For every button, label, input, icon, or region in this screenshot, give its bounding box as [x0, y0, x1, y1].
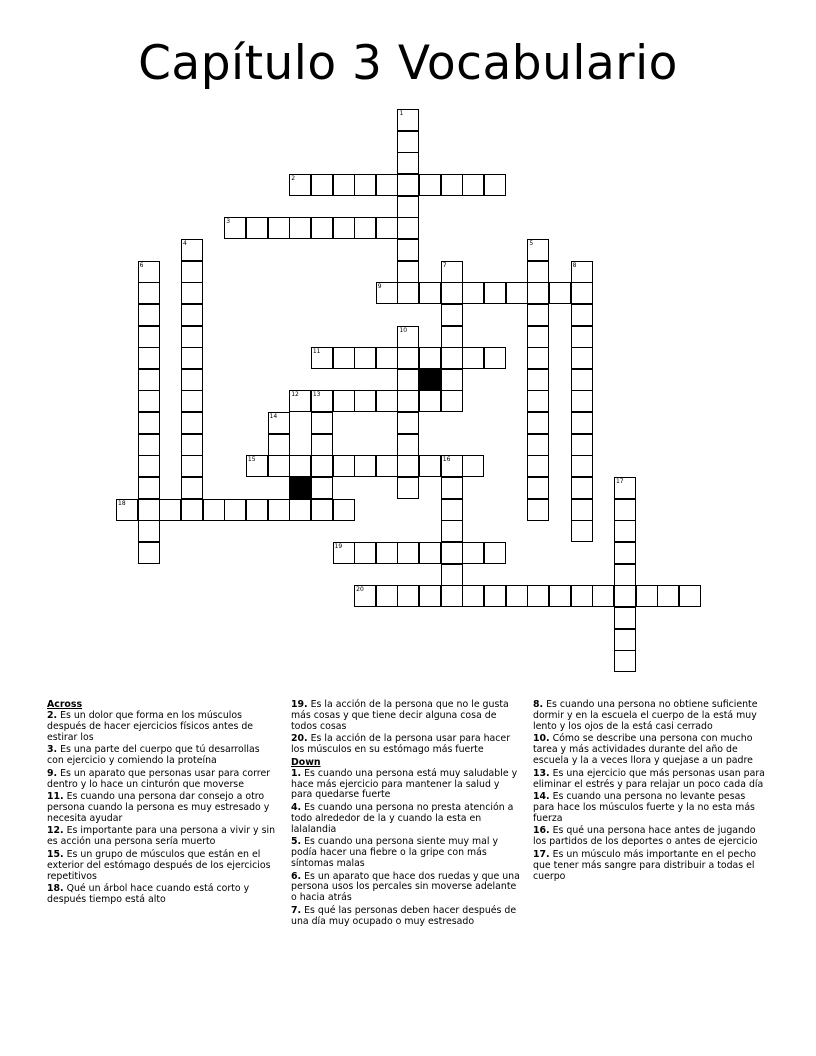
- grid-cell[interactable]: [138, 304, 160, 326]
- grid-cell[interactable]: [397, 412, 419, 434]
- grid-cell[interactable]: [138, 520, 160, 542]
- grid-cell[interactable]: [571, 585, 593, 607]
- grid-cell[interactable]: [397, 239, 419, 261]
- clue-item-number: 13.: [533, 767, 550, 779]
- grid-cell[interactable]: [441, 261, 463, 283]
- grid-cell[interactable]: [527, 477, 549, 499]
- grid-cell[interactable]: [333, 174, 355, 196]
- clue-number: 7: [442, 261, 447, 269]
- grid-cell[interactable]: [527, 347, 549, 369]
- grid-cell[interactable]: [289, 499, 311, 521]
- grid-cell[interactable]: [397, 477, 419, 499]
- grid-cell[interactable]: [571, 455, 593, 477]
- clue-item-text: Es importante para una persona a vivir y sin es acción una persona sería muerto: [47, 825, 276, 848]
- grid-cell[interactable]: [419, 390, 441, 412]
- clue-item: [291, 734, 523, 756]
- grid-cell[interactable]: [484, 174, 506, 196]
- clue-item-number: 20.: [291, 733, 308, 745]
- grid-cell[interactable]: [527, 304, 549, 326]
- clue-number: 18: [118, 499, 126, 507]
- clue-item: [533, 792, 765, 825]
- clue-number: 16: [442, 456, 451, 464]
- clue-item-number: 11.: [47, 791, 64, 803]
- grid-cell[interactable]: [354, 347, 376, 369]
- clue-item: [533, 734, 765, 767]
- clue-item-number: 14.: [533, 791, 550, 803]
- grid-cell[interactable]: [268, 455, 290, 477]
- grid-cell[interactable]: [441, 304, 463, 326]
- grid-cell[interactable]: [311, 347, 333, 369]
- clue-item-text: Qué un árbol hace cuando está corto y después tiempo está alto: [47, 883, 250, 905]
- grid-cell[interactable]: [462, 174, 484, 196]
- clue-item-text: Es un aparato que hace dos ruedas y que una persona usos los percales sin moverse adelante o hacia atrás: [291, 870, 520, 904]
- grid-cell[interactable]: [376, 217, 398, 239]
- grid-cell[interactable]: [181, 477, 203, 499]
- clue-number: 5: [529, 239, 534, 247]
- grid-cell[interactable]: [333, 390, 355, 412]
- grid-cell[interactable]: [203, 499, 225, 521]
- clue-number: 1: [399, 110, 404, 117]
- grid-cell[interactable]: [181, 304, 203, 326]
- grid-cell[interactable]: [679, 585, 701, 607]
- grid-cell[interactable]: [376, 174, 398, 196]
- grid-cell[interactable]: [397, 109, 419, 131]
- grid-cell[interactable]: [571, 282, 593, 304]
- clue-item: [47, 850, 279, 883]
- grid-cell[interactable]: [397, 261, 419, 283]
- grid-cell[interactable]: [419, 282, 441, 304]
- page-title: Capítulo 3 Vocabulario: [138, 36, 678, 91]
- grid-cell[interactable]: [614, 499, 636, 521]
- grid-cell[interactable]: [311, 412, 333, 434]
- clue-item: [47, 711, 279, 744]
- clue-item-number: 17.: [533, 848, 550, 860]
- clue-item-text: Es una ejercicio que más personas usan para eliminar el estrés y para relajar un poco cada día: [533, 767, 765, 790]
- grid-cell[interactable]: [376, 455, 398, 477]
- grid-cell[interactable]: [333, 455, 355, 477]
- grid-cell[interactable]: [138, 499, 160, 521]
- clue-item-text: Es cuando una persona no obtiene suficiente dormir y en la escuela el cuerpo de la está muy lento y los ojos de la está casi cerrado: [533, 699, 758, 732]
- grid-cell[interactable]: [527, 390, 549, 412]
- grid-cell[interactable]: [462, 455, 484, 477]
- grid-cell[interactable]: [527, 455, 549, 477]
- grid-cell[interactable]: [181, 455, 203, 477]
- grid-cell[interactable]: [614, 629, 636, 651]
- grid-cell[interactable]: [311, 434, 333, 456]
- clue-column-1: [47, 700, 279, 907]
- grid-cell[interactable]: [138, 434, 160, 456]
- clue-heading: Across: [47, 699, 83, 710]
- clue-number: 8: [572, 261, 577, 269]
- grid-cell[interactable]: [571, 477, 593, 499]
- grid-cell[interactable]: [527, 326, 549, 348]
- clue-item-number: 8.: [533, 699, 544, 710]
- clue-item: [47, 769, 279, 791]
- grid-cell[interactable]: [268, 217, 290, 239]
- clue-item-number: 18.: [47, 883, 64, 895]
- clue-number: 9: [377, 283, 382, 291]
- grid-cell[interactable]: [289, 217, 311, 239]
- grid-cell[interactable]: [527, 434, 549, 456]
- grid-cell[interactable]: [116, 499, 138, 521]
- grid-cell[interactable]: [397, 542, 419, 564]
- grid-cell[interactable]: [571, 520, 593, 542]
- grid-cell[interactable]: [441, 282, 463, 304]
- grid-cell[interactable]: [441, 390, 463, 412]
- grid-cell[interactable]: [441, 326, 463, 348]
- grid-cell[interactable]: [397, 326, 419, 348]
- clue-item-number: 4.: [291, 801, 302, 813]
- grid-cell[interactable]: [636, 585, 658, 607]
- grid-cell[interactable]: [419, 174, 441, 196]
- clue-item-text: Es la acción de la persona que no le gusta más cosas y que tiene decir alguna cosa de todos cosas: [291, 699, 509, 732]
- grid-cell[interactable]: [397, 152, 419, 174]
- grid-cell[interactable]: [181, 347, 203, 369]
- grid-cell[interactable]: [138, 282, 160, 304]
- grid-cell[interactable]: [419, 542, 441, 564]
- grid-cell[interactable]: [268, 434, 290, 456]
- grid-cell[interactable]: [354, 217, 376, 239]
- clue-item: [533, 826, 765, 848]
- grid-cell[interactable]: [419, 585, 441, 607]
- grid-cell[interactable]: [397, 390, 419, 412]
- grid-cell[interactable]: [484, 282, 506, 304]
- grid-cell[interactable]: [397, 196, 419, 218]
- clue-item-text: Es cuando una persona está muy saludable y hace más ejercicio para mantener la salud y para quedarse fuerte: [291, 767, 518, 801]
- grid-cell[interactable]: [138, 326, 160, 348]
- grid-cell[interactable]: [614, 520, 636, 542]
- grid-cell[interactable]: [311, 217, 333, 239]
- grid-cell[interactable]: [571, 326, 593, 348]
- grid-cell[interactable]: [441, 347, 463, 369]
- grid-cell[interactable]: [376, 390, 398, 412]
- grid-cell[interactable]: [484, 347, 506, 369]
- clue-item-number: 16.: [533, 825, 550, 837]
- grid-cell[interactable]: [527, 499, 549, 521]
- clue-item-number: 6.: [291, 870, 302, 882]
- grid-cell[interactable]: [354, 455, 376, 477]
- grid-cell[interactable]: [441, 369, 463, 391]
- grid-cell[interactable]: [441, 477, 463, 499]
- clue-item-text: Es qué las personas deben hacer después de una día muy ocupado o muy estresado: [291, 904, 517, 927]
- clue-number: 15: [247, 456, 256, 464]
- clue-number: 3: [226, 218, 231, 226]
- clue-item-number: 10.: [533, 733, 550, 745]
- grid-cell[interactable]: [289, 455, 311, 477]
- grid-cell[interactable]: [657, 585, 679, 607]
- clue-item-number: 19.: [291, 699, 308, 710]
- clue-column-2: [291, 700, 523, 929]
- clue-number: 17: [615, 478, 624, 486]
- grid-cell[interactable]: [397, 455, 419, 477]
- grid-cell[interactable]: [246, 499, 268, 521]
- grid-cell[interactable]: [614, 585, 636, 607]
- grid-cell[interactable]: [376, 282, 398, 304]
- grid-cell[interactable]: [614, 650, 636, 672]
- clue-number: 12: [291, 391, 299, 399]
- clue-item: [47, 792, 279, 825]
- grid-cell[interactable]: [333, 542, 355, 564]
- grid-cell[interactable]: [138, 412, 160, 434]
- clue-number: 2: [291, 174, 296, 182]
- clue-item: [291, 872, 523, 905]
- grid-cell[interactable]: [333, 499, 355, 521]
- grid-cell[interactable]: [397, 282, 419, 304]
- grid-cell[interactable]: [441, 520, 463, 542]
- grid-cell[interactable]: [614, 542, 636, 564]
- clue-item-number: 2.: [47, 709, 58, 721]
- grid-cell[interactable]: [311, 174, 333, 196]
- grid-cell[interactable]: [614, 607, 636, 629]
- grid-cell[interactable]: [571, 499, 593, 521]
- clue-item: [533, 769, 765, 791]
- grid-cell[interactable]: [571, 369, 593, 391]
- grid-cell[interactable]: [354, 585, 376, 607]
- clue-item: [291, 803, 523, 836]
- grid-cell[interactable]: [527, 239, 549, 261]
- grid-cell[interactable]: [549, 585, 571, 607]
- grid-cell[interactable]: [138, 347, 160, 369]
- clue-item-text: Es un músculo más importante en el pecho que tener más sangre para distribuir a todas el cuerpo: [533, 848, 757, 882]
- blocked-cell: [289, 477, 311, 499]
- clue-item-text: Cómo se describe una persona con mucho tarea y más actividades durante del año de escuela y la a veces llora y quejase a un padre: [533, 733, 753, 767]
- clue-heading: Down: [291, 756, 321, 768]
- clue-item-number: 12.: [47, 825, 64, 837]
- grid-cell[interactable]: [376, 585, 398, 607]
- clue-item: [291, 906, 523, 928]
- grid-cell[interactable]: [441, 174, 463, 196]
- grid-cell[interactable]: [181, 390, 203, 412]
- grid-cell[interactable]: [138, 261, 160, 283]
- grid-cell[interactable]: [246, 455, 268, 477]
- grid-cell[interactable]: [311, 477, 333, 499]
- grid-cell[interactable]: [397, 434, 419, 456]
- grid-cell[interactable]: [571, 390, 593, 412]
- clue-number: 4: [182, 239, 187, 247]
- grid-cell[interactable]: [506, 282, 528, 304]
- grid-cell[interactable]: [181, 282, 203, 304]
- grid-cell[interactable]: [138, 369, 160, 391]
- clue-item: [291, 837, 523, 870]
- grid-cell[interactable]: [419, 347, 441, 369]
- clue-item-number: 7.: [291, 904, 302, 916]
- grid-cell[interactable]: [397, 369, 419, 391]
- clue-item-text: Es qué una persona hace antes de jugando los partidos de los deportes o antes de ejercicio: [533, 825, 758, 848]
- clue-item-text: Es una parte del cuerpo que tú desarrollas con ejercicio y comiendo la proteína: [47, 744, 260, 767]
- grid-cell[interactable]: [527, 412, 549, 434]
- grid-cell[interactable]: [397, 585, 419, 607]
- clue-item-text: Es un dolor que forma en los músculos después de hacer ejercicios físicos antes de estirar los: [47, 709, 254, 743]
- grid-cell[interactable]: [614, 564, 636, 586]
- grid-cell[interactable]: [246, 217, 268, 239]
- grid-cell[interactable]: [224, 499, 246, 521]
- clue-item-number: 15.: [47, 848, 64, 860]
- grid-cell[interactable]: [441, 542, 463, 564]
- grid-cell[interactable]: [333, 217, 355, 239]
- grid-cell[interactable]: [441, 564, 463, 586]
- grid-cell[interactable]: [527, 261, 549, 283]
- grid-cell[interactable]: [592, 585, 614, 607]
- grid-cell[interactable]: [311, 390, 333, 412]
- grid-cell[interactable]: [138, 390, 160, 412]
- clue-item: [47, 826, 279, 848]
- grid-cell[interactable]: [268, 412, 290, 434]
- clue-item: [533, 700, 765, 733]
- grid-cell[interactable]: [571, 347, 593, 369]
- blocked-cell: [419, 369, 441, 391]
- grid-cell[interactable]: [397, 174, 419, 196]
- grid-cell[interactable]: [441, 455, 463, 477]
- grid-cell[interactable]: [441, 499, 463, 521]
- grid-cell[interactable]: [527, 282, 549, 304]
- grid-cell[interactable]: [181, 261, 203, 283]
- clue-item-text: Es un grupo de músculos que están en el exterior del estómago después de los ejercicios repetitivos: [47, 848, 271, 882]
- grid-cell[interactable]: [614, 477, 636, 499]
- grid-cell[interactable]: [571, 434, 593, 456]
- grid-cell[interactable]: [138, 477, 160, 499]
- grid-cell[interactable]: [419, 455, 441, 477]
- clue-item-text: Es cuando una persona no levante pesas para hace los músculos fuerte y la no esta más fuerza: [533, 791, 755, 824]
- grid-cell[interactable]: [333, 347, 355, 369]
- grid-cell[interactable]: [549, 282, 571, 304]
- grid-cell[interactable]: [376, 542, 398, 564]
- grid-cell[interactable]: [527, 369, 549, 391]
- grid-cell[interactable]: [354, 390, 376, 412]
- grid-cell[interactable]: [181, 499, 203, 521]
- grid-cell[interactable]: [397, 217, 419, 239]
- clue-item-number: 3.: [47, 744, 58, 756]
- clue-item-text: Es un aparato que personas usar para correr dentro y lo hace un cinturón que moverse: [47, 767, 271, 790]
- grid-cell[interactable]: [397, 131, 419, 153]
- clue-number: 14: [269, 413, 278, 421]
- clue-item-text: Es cuando una persona dar consejo a otro persona cuando la persona es muy estresado y necesita ayudar: [47, 791, 270, 824]
- grid-cell[interactable]: [397, 347, 419, 369]
- grid-cell[interactable]: [571, 412, 593, 434]
- clue-number: 11: [312, 348, 321, 356]
- grid-cell[interactable]: [138, 455, 160, 477]
- grid-cell[interactable]: [462, 347, 484, 369]
- grid-cell[interactable]: [462, 585, 484, 607]
- clue-number: 10: [399, 326, 408, 334]
- grid-cell[interactable]: [376, 347, 398, 369]
- grid-cell[interactable]: [181, 412, 203, 434]
- grid-cell[interactable]: [181, 369, 203, 391]
- clue-number: 20: [356, 586, 364, 594]
- grid-cell[interactable]: [484, 585, 506, 607]
- clue-item-number: 9.: [47, 767, 58, 779]
- clue-item-text: Es la acción de la persona usar para hacer los músculos en su estómago más fuerte: [291, 733, 511, 756]
- grid-cell[interactable]: [441, 585, 463, 607]
- grid-cell[interactable]: [354, 174, 376, 196]
- grid-cell[interactable]: [268, 499, 290, 521]
- grid-cell[interactable]: [527, 585, 549, 607]
- grid-cell[interactable]: [181, 434, 203, 456]
- grid-cell[interactable]: [159, 499, 181, 521]
- grid-cell[interactable]: [289, 390, 311, 412]
- grid-cell[interactable]: [506, 585, 528, 607]
- grid-cell[interactable]: [462, 282, 484, 304]
- clue-number: 13: [312, 391, 321, 399]
- grid-cell[interactable]: [462, 542, 484, 564]
- clue-item: [47, 745, 279, 767]
- clue-item-text: Es cuando una persona siente muy mal y podía hacer una fiebre o la gripe con más síntomas malas: [291, 836, 499, 870]
- clue-item: [533, 850, 765, 883]
- grid-cell[interactable]: [181, 239, 203, 261]
- grid-cell[interactable]: [311, 499, 333, 521]
- clue-item: [47, 884, 279, 906]
- grid-cell[interactable]: [571, 261, 593, 283]
- grid-cell[interactable]: [311, 455, 333, 477]
- grid-cell[interactable]: [289, 174, 311, 196]
- grid-cell[interactable]: [571, 304, 593, 326]
- clue-item-text: Es cuando una persona no presta atención a todo alrededor de la y cuando la esta en lalalandia: [291, 801, 514, 835]
- clue-item-number: 1.: [291, 767, 302, 779]
- clue-number: 19: [334, 543, 343, 550]
- clue-item: [291, 769, 523, 802]
- grid-cell[interactable]: [138, 542, 160, 564]
- clue-item: [291, 700, 523, 733]
- grid-cell[interactable]: [224, 217, 246, 239]
- clue-item-number: 5.: [291, 836, 302, 848]
- clue-column-3: [533, 700, 765, 884]
- grid-cell[interactable]: [354, 542, 376, 564]
- clue-number: 6: [139, 261, 144, 269]
- grid-cell[interactable]: [181, 326, 203, 348]
- grid-cell[interactable]: [484, 542, 506, 564]
